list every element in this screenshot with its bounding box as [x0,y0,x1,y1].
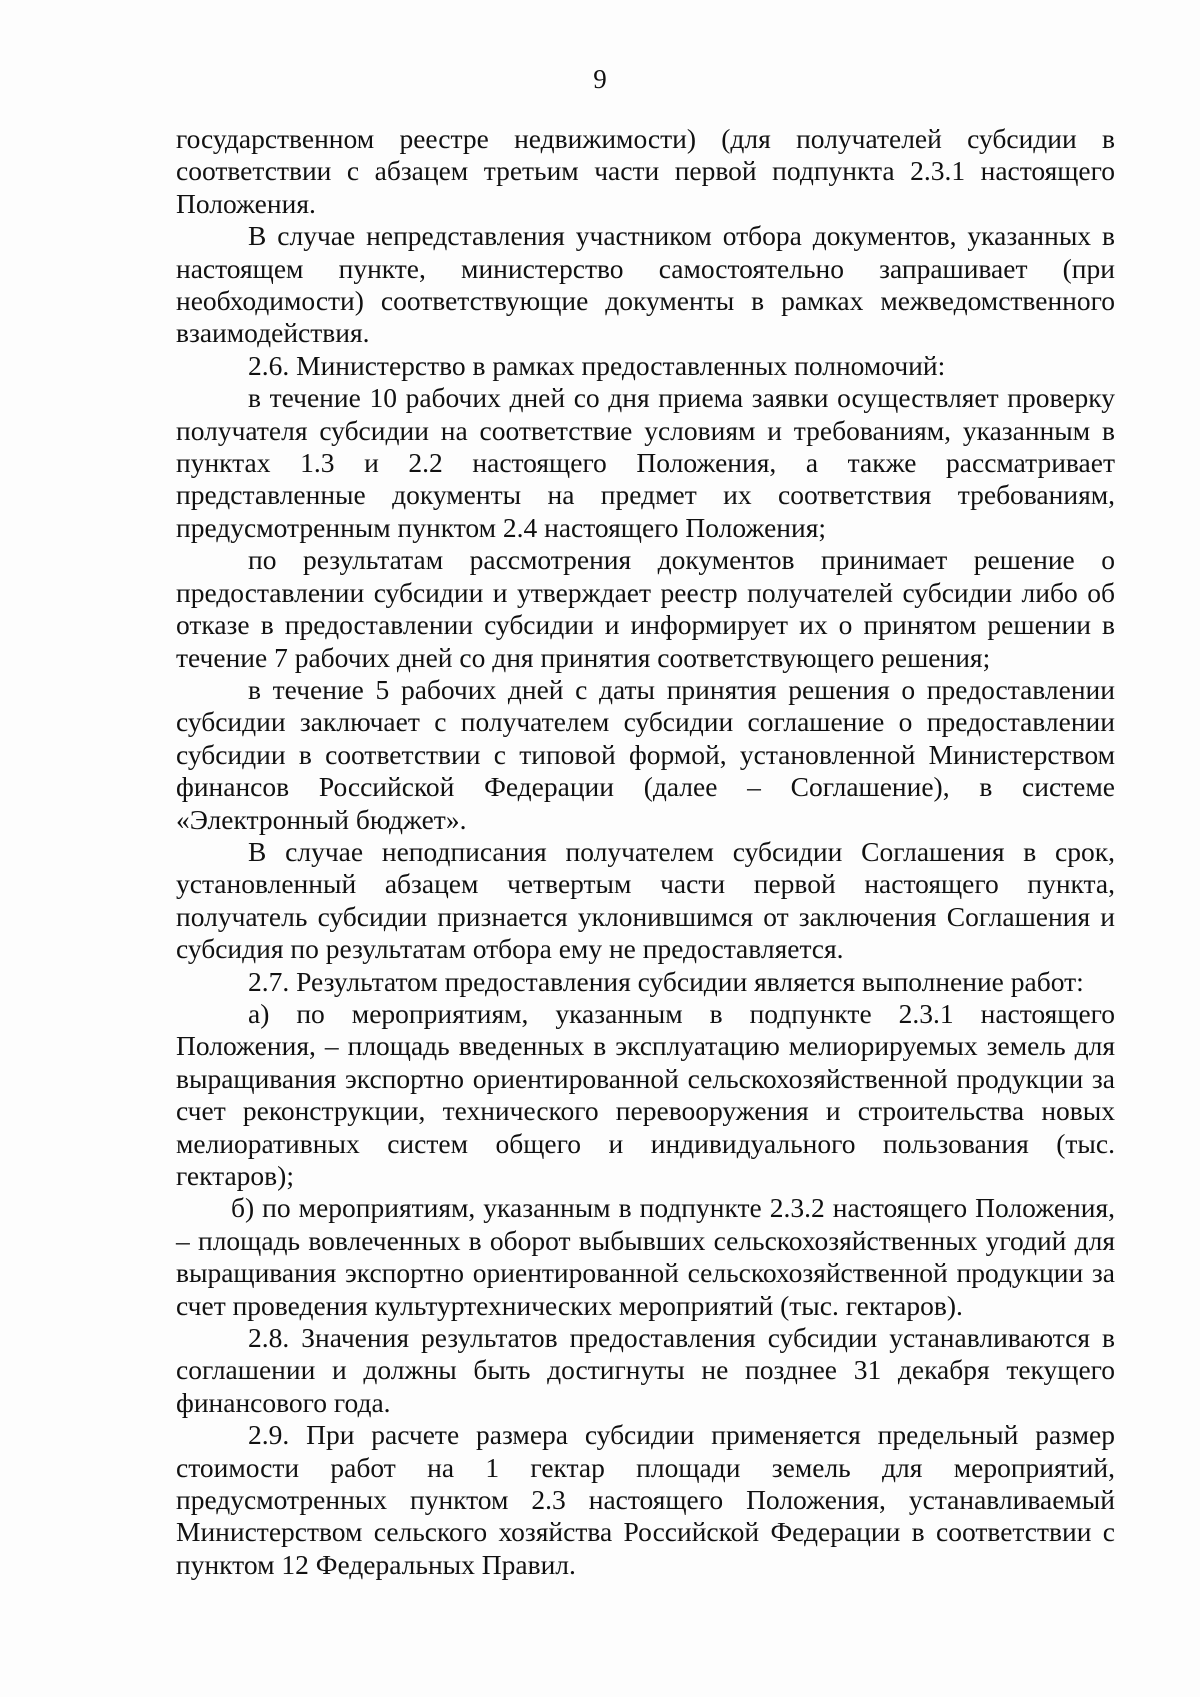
paragraph: б) по мероприятиям, указанным в подпункте 2.3.2 настоящего Положения, – площадь вовлеченных в оборот выбывших сельскохозяйственных угодий для выращивания экспортно ориентированной сельскохозяйственной продукции за счет проведения культуртехнических мероприятий (тыс. гектаров). [176,1192,1115,1321]
paragraph: В случае неподписания получателем субсидии Соглашения в срок, установленный абзацем четвертым части первой настоящего пункта, получатель субсидии признается уклонившимся от заключения Соглашения и субсидия по результатам отбора ему не предоставляется. [176,835,1115,965]
paragraph: 2.8. Значения результатов предоставления субсидии устанавливаются в соглашении и должны быть достигнуты не позднее 31 декабря текущего финансового года. [176,1322,1115,1418]
paragraph: по результатам рассмотрения документов принимает решение о предоставлении субсидии и утверждает реестр получателей субсидии либо об отказе в предоставлении субсидии и информирует их о принятом решении в течение 7 рабочих дней со дня принятия соответствующего решения; [176,544,1115,673]
page-number: 9 [593,64,607,94]
paragraph: в течение 5 рабочих дней с даты принятия решения о предоставлении субсидии заключает с получателем субсидии соглашение о предоставлении субсидии в соответствии с типовой формой, установленной Министерством финансов Российской Федерации (далее – Соглашение), в системе «Электронный бюджет». [176,673,1115,835]
paragraph: в течение 10 рабочих дней со дня приема заявки осуществляет проверку получателя субсидии на соответствие условиям и требованиям, указанным в пунктах 1.3 и 2.2 настоящего Положения, а также рассматривает представленные документы на предмет их соответствия требованиям, предусмотренным пунктом 2.4 настоящего Положения; [176,382,1115,543]
paragraph: В случае непредставления участником отбора документов, указанных в настоящем пункте, министерство самостоятельно запрашивает (при необходимости) соответствующие документы в рамках межведомственного взаимодействия. [176,220,1115,349]
paragraph: 2.7. Результатом предоставления субсидии является выполнение работ: [248,965,1084,997]
paragraph: а) по мероприятиям, указанным в подпункте 2.3.1 настоящего Положения, – площадь введенных в эксплуатацию мелиорируемых земель для выращивания экспортно ориентированной сельскохозяйственной продукции за счет реконструкции, технического перевооружения и строительства новых мелиоративных систем общего и индивидуального пользования (тыс. гектаров); [176,997,1115,1191]
paragraph: 2.9. При расчете размера субсидии применяется предельный размер стоимости работ на 1 гектар площади земель для мероприятий, предусмотренных пунктом 2.3 настоящего Положения, устанавливаемый Министерством сельского хозяйства Российской Федерации в соответствии с пунктом 12 Федеральных Правил. [176,1419,1115,1580]
paragraph: государственном реестре недвижимости) (для получателей субсидии в соответствии с абзацем третьим части первой подпункта 2.3.1 настоящего Положения. [176,123,1115,219]
paragraph: 2.6. Министерство в рамках предоставленных полномочий: [248,349,946,381]
document-body [176,123,1115,1581]
